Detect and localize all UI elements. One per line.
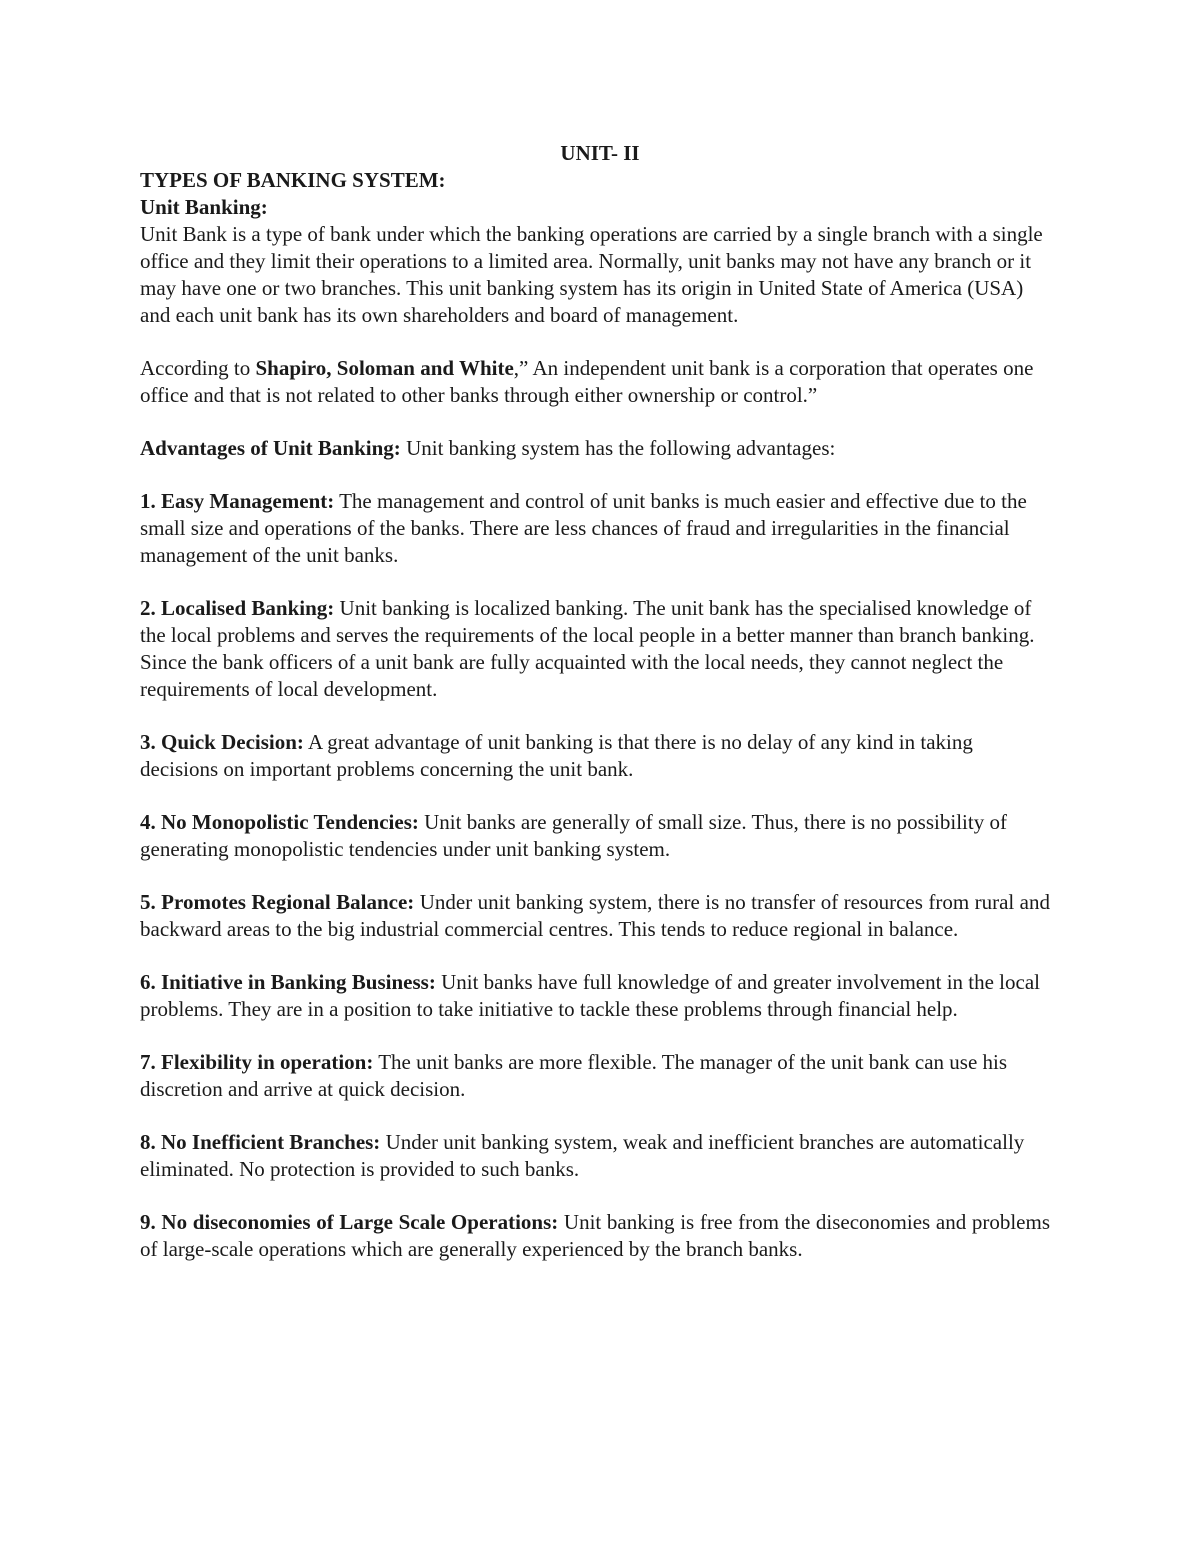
- advantage-label: 8. No Inefficient Branches:: [140, 1130, 381, 1154]
- advantage-item-5: [140, 889, 1050, 943]
- advantage-label: 6. Initiative in Banking Business:: [140, 970, 436, 994]
- advantage-label: 2. Localised Banking:: [140, 596, 335, 620]
- advantages-intro-text: Unit banking system has the following advantages:: [400, 436, 836, 460]
- advantage-text: Unit banking is free from the diseconomies and problems of large-scale operations which are generally experienced by the branch banks.: [140, 1210, 1050, 1261]
- advantage-label: 9. No diseconomies of Large Scale Operations:: [140, 1210, 559, 1234]
- advantage-label: 7. Flexibility in operation:: [140, 1050, 374, 1074]
- advantage-text: The unit banks are more flexible. The manager of the unit bank can use his discretion and arrive at quick decision.: [140, 1050, 1008, 1101]
- advantage-label: 4. No Monopolistic Tendencies:: [140, 810, 419, 834]
- advantage-item-2: [140, 595, 1050, 703]
- advantage-label: 3. Quick Decision:: [140, 730, 304, 754]
- advantage-text: Unit banking is localized banking. The unit bank has the specialised knowledge of the local problems and serves the requirements of the local people in a better manner than branch banking. Since the bank officers of a unit bank are fully acquainted with the local needs, they cannot neglect the requirements of local development.: [140, 596, 1035, 701]
- advantages-intro-label: Advantages of Unit Banking:: [140, 436, 401, 460]
- document-page: [140, 140, 1050, 1289]
- unit-title: UNIT- II: [560, 141, 640, 165]
- advantage-text: Under unit banking system, weak and inefficient branches are automatically eliminated. No protection is provided to such banks.: [140, 1130, 1025, 1181]
- main-heading: TYPES OF BANKING SYSTEM:: [140, 168, 446, 192]
- advantage-item-3: [140, 729, 1050, 783]
- advantage-text: Unit banks are generally of small size. Thus, there is no possibility of generating monopolistic tendencies under unit banking system.: [140, 810, 1007, 861]
- advantage-label: 1. Easy Management:: [140, 489, 335, 513]
- advantage-item-4: [140, 809, 1050, 863]
- advantage-item-7: [140, 1049, 1050, 1103]
- quote-authors: Shapiro, Soloman and White: [255, 356, 514, 380]
- advantage-text: A great advantage of unit banking is that there is no delay of any kind in taking decisions on important problems concerning the unit bank.: [140, 730, 973, 781]
- advantage-item-1: [140, 488, 1050, 569]
- advantages-intro: [140, 435, 1050, 462]
- advantage-text: Under unit banking system, there is no transfer of resources from rural and backward areas to the big industrial commercial centres. This tends to reduce regional in balance.: [140, 890, 1050, 941]
- advantage-text: Unit banks have full knowledge of and greater involvement in the local problems. They are in a position to take initiative to tackle these problems through financial help.: [140, 970, 1040, 1021]
- advantage-text: The management and control of unit banks is much easier and effective due to the small size and operations of the banks. There are less chances of fraud and irregularities in the financial management of the unit banks.: [140, 489, 1027, 567]
- intro-paragraph: Unit Bank is a type of bank under which the banking operations are carried by a single branch with a single office and they limit their operations to a limited area. Normally, unit banks may not have any branch or it may have one or two branches. This unit banking system has its origin in United State of America (USA) and each unit bank has its own shareholders and board of management.: [140, 222, 1043, 327]
- advantage-label: 5. Promotes Regional Balance:: [140, 890, 415, 914]
- quote-paragraph: [140, 355, 1050, 409]
- quote-prefix: According to: [140, 356, 256, 380]
- quote-text: ,” An independent unit bank is a corporation that operates one office and that is not related to other banks through either ownership or control.”: [140, 356, 1034, 407]
- sub-heading: Unit Banking:: [140, 195, 268, 219]
- advantage-item-6: [140, 969, 1050, 1023]
- advantage-item-9: [140, 1209, 1050, 1263]
- advantage-item-8: [140, 1129, 1050, 1183]
